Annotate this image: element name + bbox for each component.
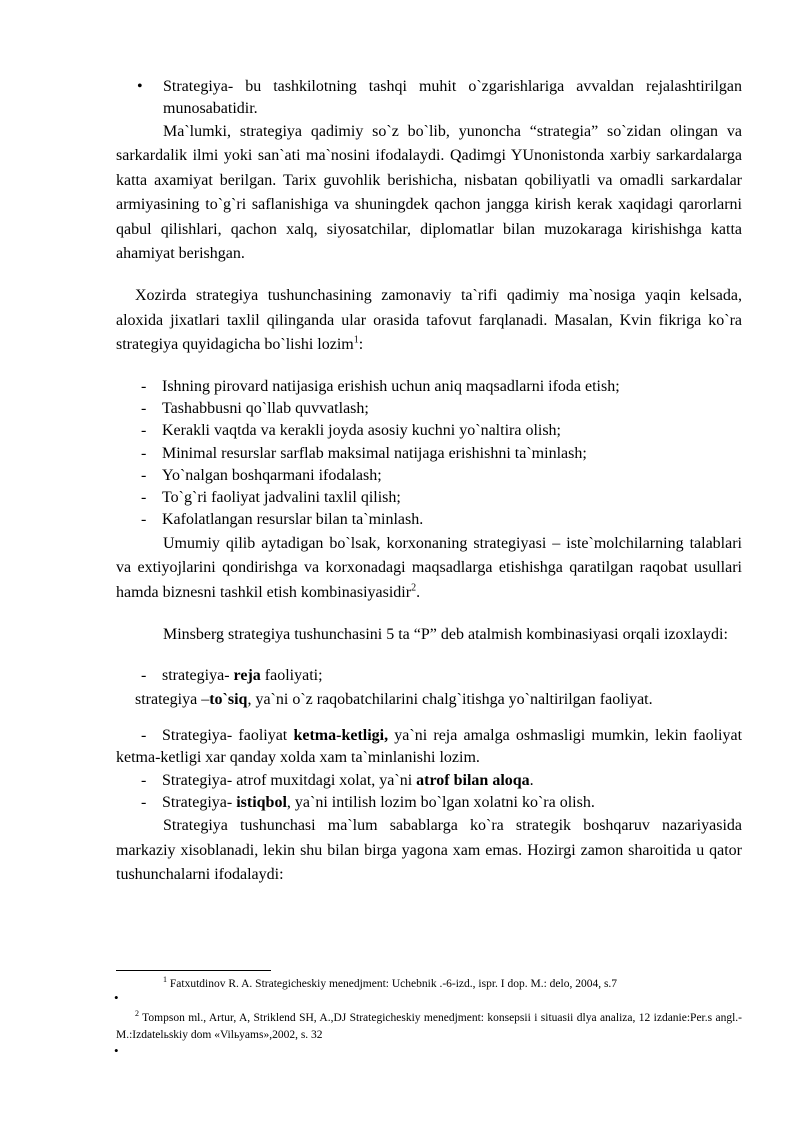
paragraph-general-text: Umumiy qilib aytadigan bo`lsak, korxonaning strategiyasi – iste`molchilarning talablari va extiyojlarini qondirishga va korxonadagi maqsadlarga etishishga qaratilgan raqobat usullari hamda biznesni tashkil etish kombinasiyasidir xyxy=(116,534,742,601)
paragraph-general xyxy=(116,532,742,605)
list-item xyxy=(116,465,742,487)
paragraph-minsberg: Minsberg strategiya tushunchasini 5 ta “P” deb atalmish kombinasiyasi orqali izoxlaydi: xyxy=(163,625,728,643)
footnote-ref-1[interactable]: 1 xyxy=(353,334,359,346)
list-item xyxy=(116,376,742,398)
list-item xyxy=(116,420,742,442)
dash-marker: - xyxy=(141,466,147,484)
paragraph-final: Strategiya tushunchasi ma`lum sabablarga ko`ra strategik boshqaruv nazariyasida markaziy xisoblanadi, lekin shu bilan birga yagona xam emas. Hozirgi zamon sharoitida u qator tushunchalarni ifodalaydi: xyxy=(116,817,742,884)
dash-marker: - xyxy=(141,667,147,685)
footnote-1 xyxy=(116,976,742,993)
intro-bullet-text: Strategiya- bu tashkilotning tashqi muhit o`zgarishlariga avvaldan rejalashtirilgan munosabatidir. xyxy=(163,78,742,117)
dash-marker: - xyxy=(141,444,147,462)
p-item-keyword: reja xyxy=(233,667,261,685)
p-item-suffix: ya`ni reja amalga oshmasligi mumkin, lekin faoliyat ketma-ketligi xar qanday xolda xam ta`minlanishi lozim. xyxy=(116,727,743,767)
p-item-prefix: strategiya- xyxy=(162,667,234,685)
paragraph-history: Ma`lumki, strategiya qadimiy so`z bo`lib, yunoncha “strategia” so`zidan olingan va sarkardalik ilmi yoki san`ati ma`nosini ifodalaydi. Qadimgi YUnonistonda xarbiy sarkardalarga katta axamiyat berilgan. Tarix guvohlik berishicha, nisbatan qobiliyatli va omadli sarkardalar armiyasining to`g`ri saflanishiga va shuningdek qachon jangga kirish kerak xaqidagi qarorlarni qabul qilishlari, qachon xalq, siyosatchilar, diplomatlar bilan muzokaraga kirishishga katta ahamiyat berishgan. xyxy=(116,123,742,263)
list-item-text: Tashabbusni qo`llab quvvatlash; xyxy=(162,399,369,417)
p-item-prefix: Strategiya- xyxy=(162,793,237,811)
p-item-suffix: . xyxy=(529,771,534,789)
footnote-ref-2[interactable]: 2 xyxy=(411,582,417,594)
p-item-tosiq xyxy=(116,688,742,712)
intro-bullet-item xyxy=(116,76,742,120)
p-item-prefix: strategiya – xyxy=(135,690,210,708)
p-item-suffix: , ya`ni intilish lozim bo`lgan xolatni ko`ra olish. xyxy=(286,793,595,811)
main-text xyxy=(116,76,742,887)
list-item xyxy=(116,509,742,531)
list-item-text: Kafolatlangan resurslar bilan ta`minlash. xyxy=(162,511,424,529)
kvin-list xyxy=(116,376,742,532)
dash-marker: - xyxy=(141,399,147,417)
list-item xyxy=(116,398,742,420)
footnote-text: Tompson ml., Artur, A, Striklend SH, A.,DJ Strategicheskiy menedjment: konsepsii i situasii dlya analiza, 12 izdanie:Per.s angl.-M.:Izdatelьskiy dom «Vilьyams»,2002, s. 32 xyxy=(116,1012,742,1041)
dash-marker: - xyxy=(141,511,147,529)
p-item-suffix: faoliyati; xyxy=(260,667,323,685)
footnote-bullet: • xyxy=(114,990,119,1005)
list-item-text: Kerakli vaqtda va kerakli joyda asosiy kuchni yo`naltira olish; xyxy=(162,422,561,440)
footnote-bullet: • xyxy=(114,1043,119,1058)
footnote-2 xyxy=(116,1010,742,1044)
list-item xyxy=(116,443,742,465)
paragraph-modern-text: Xozirda strategiya tushunchasining zamonaviy ta`rifi qadimiy ma`nosiga yaqin kelsada, aloxida jixatlari taxlil qilinganda ular orasida tafovut farqlanadi. Masalan, Kvin fikriga ko`ra strategiya quyidagicha bo`lishi lozim xyxy=(116,287,742,354)
p-item-reja xyxy=(116,665,742,687)
list-item-text: Yo`nalgan boshqarmani ifodalash; xyxy=(162,466,382,484)
p-item-keyword: ketma-ketligi, xyxy=(293,727,389,745)
p-item-keyword: to`siq xyxy=(209,690,248,708)
p-item-ketma-ketlik xyxy=(116,725,742,770)
footnote-number: 1 xyxy=(163,975,167,985)
dash-marker: - xyxy=(141,727,147,745)
paragraph-modern xyxy=(116,284,742,357)
dash-marker: - xyxy=(141,489,147,507)
p-item-prefix: Strategiya- atrof muxitdagi xolat, ya`ni xyxy=(162,771,417,789)
list-item-text: Minimal resurslar sarflab maksimal natijaga erishishni ta`minlash; xyxy=(162,444,587,462)
dash-marker: - xyxy=(141,793,147,811)
dash-marker: - xyxy=(141,771,147,789)
footnote-separator xyxy=(116,970,271,971)
list-item-text: To`g`ri faoliyat jadvalini taxlil qilish; xyxy=(162,489,401,507)
p-item-suffix: , ya`ni o`z raqobatchilarini chalg`itishga yo`naltirilgan faoliyat. xyxy=(247,690,653,708)
p-item-keyword: atrof bilan aloqa xyxy=(416,771,530,789)
footnote-number: 2 xyxy=(135,1009,139,1019)
list-item xyxy=(116,487,742,509)
p-item-istiqbol xyxy=(116,792,742,814)
list-item-text: Ishning pirovard natijasiga erishish uchun aniq maqsadlarni ifoda etish; xyxy=(162,377,620,395)
footnote-text: Fatxutdinov R. A. Strategicheskiy menedjment: Uchebnik .-6-izd., ispr. I dop. M.: delo, 2004, s.7 xyxy=(167,978,618,990)
bullet-marker: • xyxy=(137,78,143,95)
dash-marker: - xyxy=(141,377,147,395)
p-item-keyword: istiqbol xyxy=(236,793,287,811)
p-item-atrof xyxy=(116,770,742,792)
paragraph-modern-tail: : xyxy=(358,336,364,354)
dash-marker: - xyxy=(141,422,147,440)
paragraph-general-tail: . xyxy=(416,583,421,601)
p-item-prefix: Strategiya- faoliyat xyxy=(162,727,294,745)
